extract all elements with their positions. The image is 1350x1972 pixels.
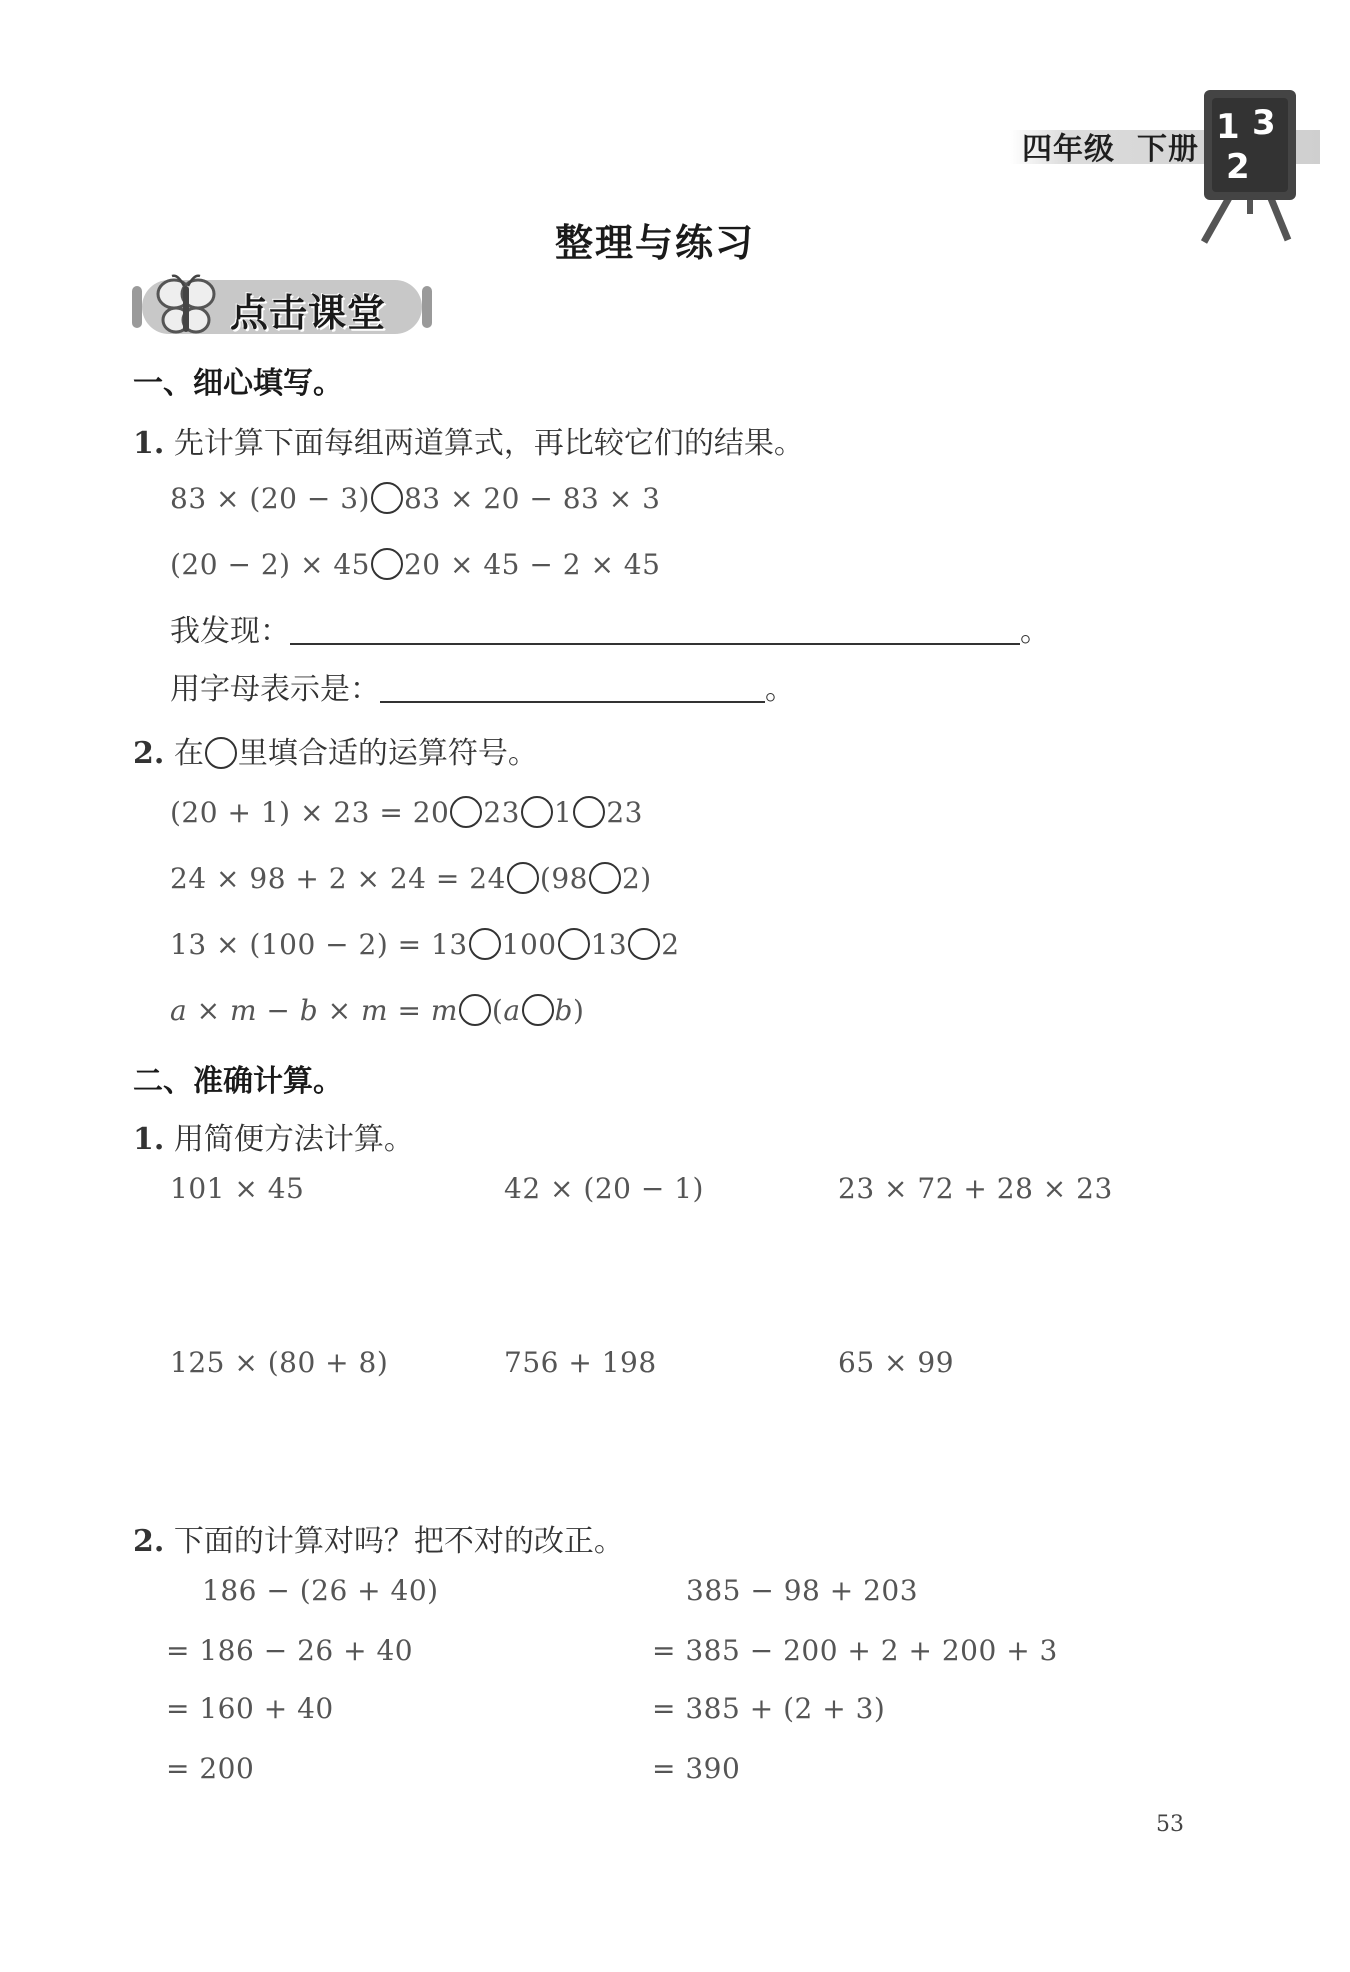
s1-q1 bbox=[133, 418, 804, 462]
s1-q1-row-2 bbox=[170, 548, 660, 581]
expr-part: (98 bbox=[539, 862, 588, 895]
expr-part: 23 bbox=[483, 796, 520, 829]
right-step-1: 385 − 98 + 203 bbox=[686, 1574, 919, 1607]
problem-6: 65 × 99 bbox=[838, 1346, 955, 1379]
banner-cap-left bbox=[132, 286, 142, 328]
answer-circle[interactable] bbox=[459, 994, 491, 1026]
answer-circle[interactable] bbox=[628, 928, 660, 960]
problem-2: 42 × (20 − 1) bbox=[504, 1172, 704, 1205]
section-banner bbox=[132, 272, 432, 342]
page-title: 整理与练习 bbox=[554, 221, 755, 265]
board-number-1: 1 bbox=[1216, 107, 1240, 147]
s1-q2-row-4: a × m − b × m = m (a b) bbox=[170, 994, 585, 1027]
board-number-3: 3 bbox=[1252, 103, 1276, 143]
s2-q1-text: 用简便方法计算。 bbox=[173, 1122, 414, 1157]
expr-part: 23 bbox=[606, 796, 643, 829]
answer-circle[interactable] bbox=[371, 548, 403, 580]
var-a: a bbox=[503, 994, 521, 1027]
discover-label: 我发现： bbox=[170, 614, 290, 649]
expr-left: 83 × (20 − 3) bbox=[170, 482, 370, 515]
discover-line bbox=[170, 606, 1050, 650]
answer-circle[interactable] bbox=[522, 994, 554, 1026]
expr-part: 24 × 98 + 2 × 24 = 24 bbox=[170, 862, 506, 895]
var-b: b bbox=[299, 994, 319, 1027]
expr-left: (20 − 2) × 45 bbox=[170, 548, 370, 581]
right-step-4: = 390 bbox=[652, 1752, 741, 1785]
butterfly-icon bbox=[154, 272, 218, 342]
circle-symbol bbox=[205, 737, 237, 769]
page-number: 53 bbox=[1156, 1812, 1184, 1837]
expr-part: 100 bbox=[501, 928, 557, 961]
letters-blank[interactable] bbox=[380, 701, 765, 703]
right-step-3: = 385 + (2 + 3) bbox=[652, 1692, 886, 1725]
right-step-2: = 385 − 200 + 2 + 200 + 3 bbox=[652, 1634, 1058, 1667]
answer-circle[interactable] bbox=[573, 796, 605, 828]
left-step-2: = 186 − 26 + 40 bbox=[166, 1634, 414, 1667]
s1-q2-text-before: 在 bbox=[173, 736, 204, 771]
expr-part: 2 bbox=[661, 928, 680, 961]
expr-right: 83 × 20 − 83 × 3 bbox=[403, 482, 661, 515]
section-1-heading: 一、细心填写。 bbox=[133, 366, 343, 401]
var-m: m bbox=[229, 994, 258, 1027]
answer-circle[interactable] bbox=[507, 862, 539, 894]
expr-part: 13 bbox=[590, 928, 628, 961]
expr-part: (20 + 1) × 23 = 20 bbox=[170, 796, 450, 829]
end-mark: 。 bbox=[765, 672, 795, 707]
letters-label: 用字母表示是： bbox=[170, 672, 380, 707]
s1-q2-row-3 bbox=[170, 928, 680, 961]
expr-right: 20 × 45 − 2 × 45 bbox=[403, 548, 661, 581]
s1-q2-text-after: 里填合适的运算符号。 bbox=[237, 736, 538, 771]
problem-5: 756 + 198 bbox=[504, 1346, 657, 1379]
problem-1: 101 × 45 bbox=[170, 1172, 305, 1205]
answer-circle[interactable] bbox=[521, 796, 553, 828]
s2-q2 bbox=[133, 1516, 624, 1560]
s1-q1-text: 先计算下面每组两道算式，再比较它们的结果。 bbox=[173, 426, 804, 461]
volume-text: 下册 bbox=[1137, 132, 1199, 167]
problem-4: 125 × (80 + 8) bbox=[170, 1346, 389, 1379]
answer-circle[interactable] bbox=[558, 928, 590, 960]
expr-part: 1 bbox=[553, 796, 573, 829]
end-mark: 。 bbox=[1020, 614, 1050, 649]
problem-3: 23 × 72 + 28 × 23 bbox=[838, 1172, 1113, 1205]
banner-cap-right bbox=[422, 286, 432, 328]
var-m: m bbox=[361, 994, 389, 1027]
answer-circle[interactable] bbox=[450, 796, 482, 828]
s1-q1-number: 1. bbox=[133, 426, 165, 461]
grade-text: 四年级 bbox=[1022, 132, 1115, 167]
s2-q2-number: 2. bbox=[133, 1524, 165, 1559]
s1-q2 bbox=[133, 728, 538, 772]
letters-line bbox=[170, 664, 795, 708]
discover-blank[interactable] bbox=[290, 643, 1020, 645]
s1-q2-number: 2. bbox=[133, 736, 165, 771]
s1-q1-row-1 bbox=[170, 482, 660, 515]
var-a: a bbox=[170, 994, 188, 1027]
s1-q2-row-1 bbox=[170, 796, 643, 829]
board-number-2: 2 bbox=[1226, 147, 1250, 187]
section-2-heading: 二、准确计算。 bbox=[133, 1064, 343, 1099]
var-m: m bbox=[430, 994, 458, 1027]
s2-q1 bbox=[133, 1114, 414, 1158]
expr-part: 2) bbox=[621, 862, 652, 895]
s2-q2-text: 下面的计算对吗？把不对的改正。 bbox=[173, 1524, 624, 1559]
left-step-3: = 160 + 40 bbox=[166, 1692, 334, 1725]
s2-q1-number: 1. bbox=[133, 1122, 165, 1157]
grade-label bbox=[1022, 124, 1199, 168]
answer-circle[interactable] bbox=[371, 482, 403, 514]
left-step-1: 186 − (26 + 40) bbox=[202, 1574, 439, 1607]
answer-circle[interactable] bbox=[469, 928, 501, 960]
s1-q2-row-2 bbox=[170, 862, 652, 895]
expr-part: 13 × (100 − 2) = 13 bbox=[170, 928, 468, 961]
banner-text: 点击课堂 bbox=[230, 291, 387, 335]
var-b: b bbox=[554, 994, 573, 1027]
left-step-4: = 200 bbox=[166, 1752, 255, 1785]
answer-circle[interactable] bbox=[589, 862, 621, 894]
